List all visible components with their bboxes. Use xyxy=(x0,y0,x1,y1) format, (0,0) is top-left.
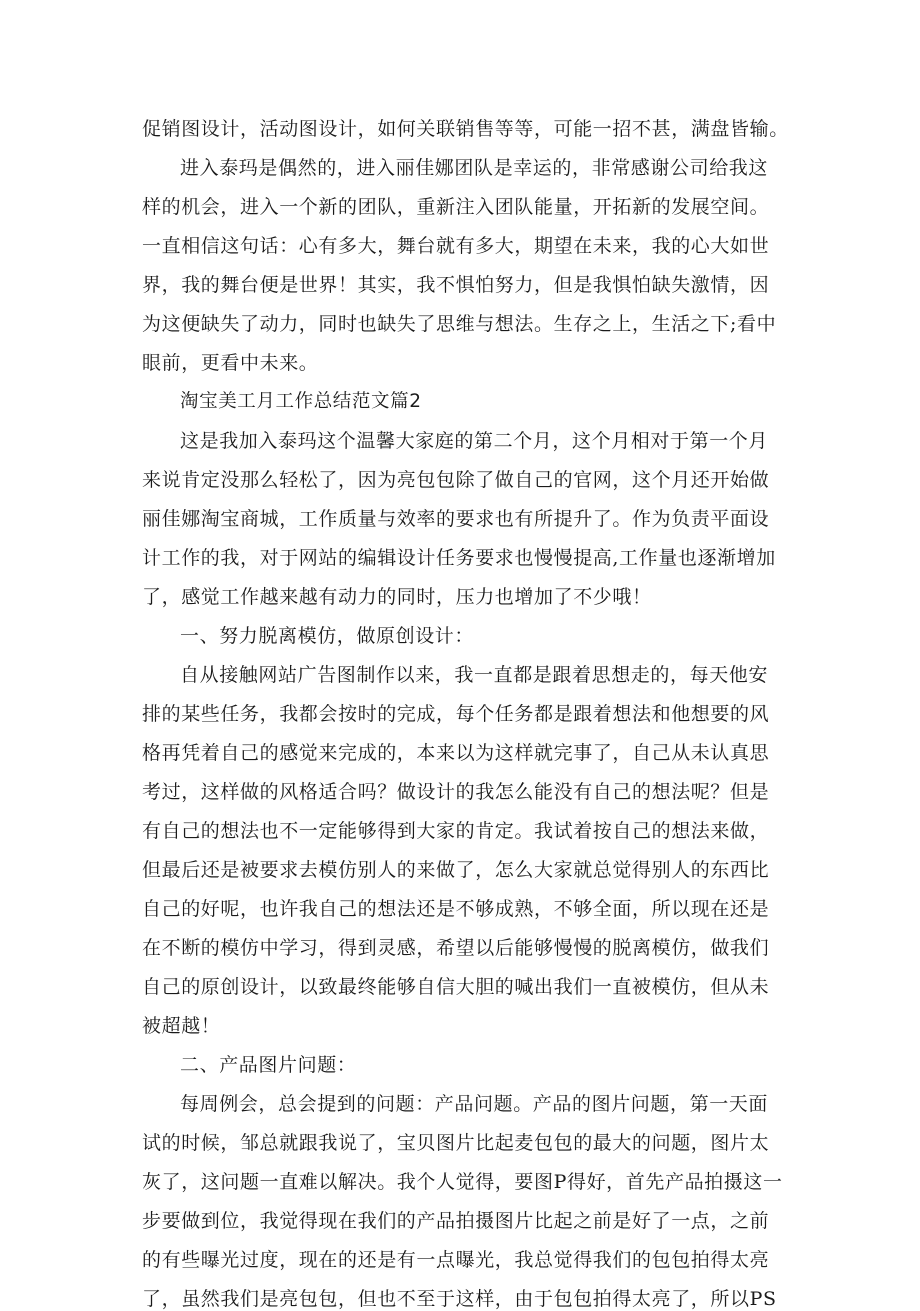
text-line: 格再凭着自己的感觉来完成的，本来以为这样就完事了，自己从未认真思 xyxy=(142,742,770,764)
text-line: 每周例会，总会提到的问题：产品问题。产品的图片问题，第一天面 xyxy=(180,1093,769,1115)
subsection-heading: 一、努力脱离模仿，做原创设计： xyxy=(180,625,475,647)
text-line: 计工作的我，对于网站的编辑设计任务要求也慢慢提高,工作量也逐渐增加 xyxy=(142,547,776,569)
text-line: 步要做到位，我觉得现在我们的产品拍摄图片比起之前是好了一点，之前 xyxy=(142,1210,770,1232)
text-line: 一直相信这句话：心有多大，舞台就有多大，期望在未来，我的心大如世 xyxy=(142,235,770,257)
text-line: 了，感觉工作越来越有动力的同时，压力也增加了不少哦！ xyxy=(142,586,652,608)
text-line: 排的某些任务，我都会按时的完成，每个任务都是跟着想法和他想要的风 xyxy=(142,703,770,725)
text-line: 样的机会，进入一个新的团队，重新注入团队能量，开拓新的发展空间。 xyxy=(142,196,770,218)
text-line: 来说肯定没那么轻松了，因为亮包包除了做自己的官网，这个月还开始做 xyxy=(142,469,770,491)
text-line: 界，我的舞台便是世界！其实，我不惧怕努力，但是我惧怕缺失激情，因 xyxy=(142,274,770,296)
text-line: 在不断的模仿中学习，得到灵感，希望以后能够慢慢的脱离模仿，做我们 xyxy=(142,937,770,959)
text-line: 自己的原创设计，以致最终能够自信大胆的喊出我们一直被模仿，但从未 xyxy=(142,976,770,998)
text-line: 为这便缺失了动力，同时也缺失了思维与想法。生存之上，生活之下;看中 xyxy=(142,313,777,335)
text-line: 自己的好呢，也许我自己的想法还是不够成熟，不够全面，所以现在还是 xyxy=(142,898,770,920)
text-line: 自从接触网站广告图制作以来，我一直都是跟着思想走的，每天他安 xyxy=(180,664,769,686)
subsection-heading: 二、产品图片问题： xyxy=(180,1054,357,1076)
section-title: 淘宝美工月工作总结范文篇2 xyxy=(180,391,422,412)
text-line: 灰了，这问题一直难以解决。我个人觉得，要图P得好，首先产品拍摄这一 xyxy=(142,1171,783,1193)
text-line: 丽佳娜淘宝商城，工作质量与效率的要求也有所提升了。作为负责平面设 xyxy=(142,508,770,530)
text-line: 了，虽然我们是亮包包，但也不至于这样，由于包包拍得太亮了，所以PS xyxy=(142,1288,777,1310)
text-line: 被超越！ xyxy=(142,1015,221,1037)
text-line: 试的时候，邹总就跟我说了，宝贝图片比起麦包包的最大的问题，图片太 xyxy=(142,1132,770,1154)
text-line: 促销图设计，活动图设计，如何关联销售等等，可能一招不甚，满盘皆输。 xyxy=(142,118,789,140)
text-line: 考过，这样做的风格适合吗？做设计的我怎么能没有自己的想法呢？但是 xyxy=(142,781,770,803)
text-line: 眼前，更看中未来。 xyxy=(142,352,319,374)
text-line: 但最后还是被要求去模仿别人的来做了，怎么大家就总觉得别人的东西比 xyxy=(142,859,770,881)
text-line: 的有些曝光过度，现在的还是有一点曝光，我总觉得我们的包包拍得太亮 xyxy=(142,1249,770,1271)
text-line: 有自己的想法也不一定能够得到大家的肯定。我试着按自己的想法来做， xyxy=(142,820,770,842)
text-line: 这是我加入泰玛这个温馨大家庭的第二个月，这个月相对于第一个月 xyxy=(180,430,769,452)
text-line: 进入泰玛是偶然的，进入丽佳娜团队是幸运的，非常感谢公司给我这 xyxy=(180,157,769,179)
